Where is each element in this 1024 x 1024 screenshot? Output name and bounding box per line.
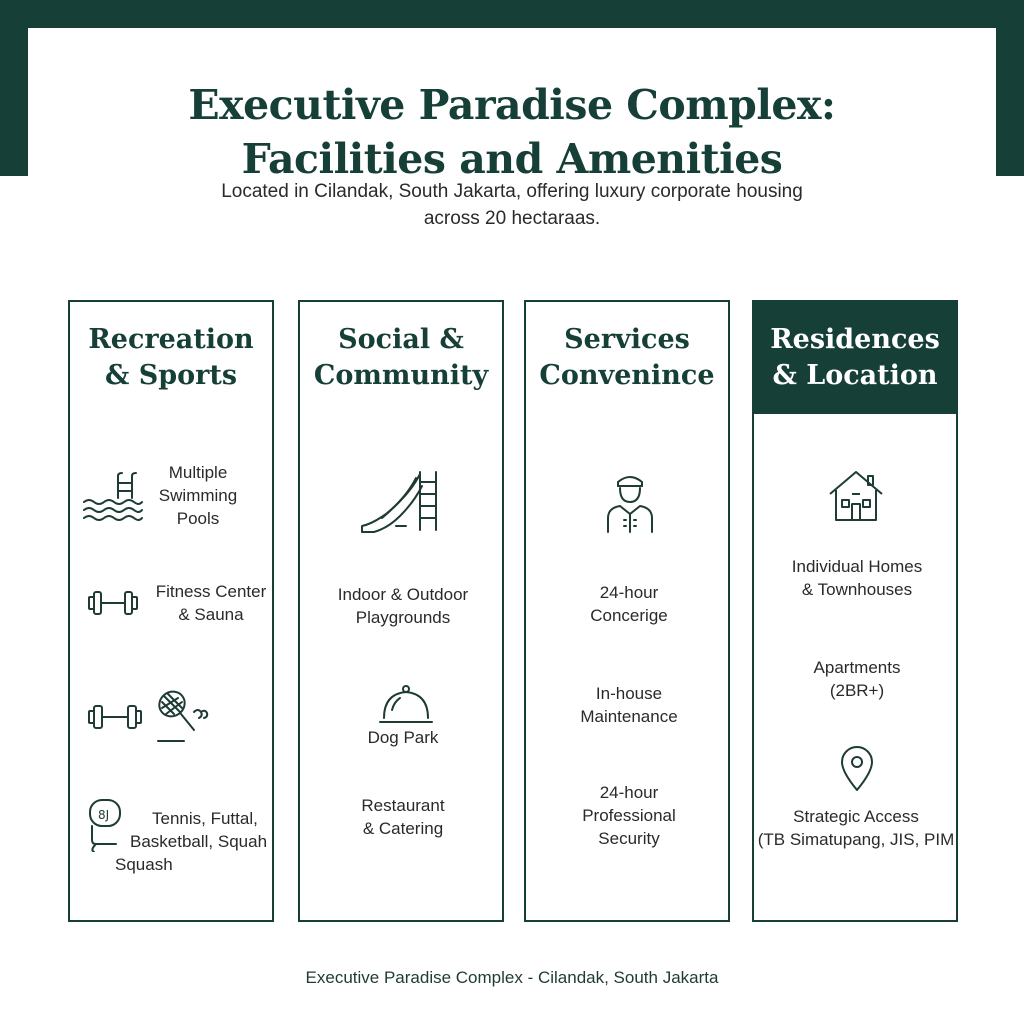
footer-text: Executive Paradise Complex - Cilandak, South Jakarta — [305, 968, 719, 987]
card-heading: Services Convenince — [539, 324, 715, 391]
concierge-icon — [606, 470, 654, 534]
page-subtitle — [162, 178, 862, 232]
list-item-swimming-pools: Multiple Swimming Pools — [158, 463, 238, 528]
list-item-restaurant: Restaurant & Catering — [361, 796, 445, 838]
card-residences-location — [752, 300, 958, 922]
cloche-icon — [378, 684, 434, 726]
list-item-dog-park: Dog Park — [367, 728, 439, 747]
title-line-2: Facilities and Amenities — [241, 135, 783, 183]
list-item-apartments: Apartments (2BR+) — [813, 658, 901, 700]
list-item-maintenance: In-house Maintenance — [580, 684, 678, 726]
list-item-sports-courts: Tennis, Futtal, Basketball, Squah Squash — [115, 809, 268, 874]
subtitle-line-2: across 20 hectaraas. — [423, 208, 601, 229]
card-heading: Recreation & Sports — [88, 324, 254, 391]
list-item-strategic-access: Strategic Access (TB Simatupang, JIS, PIM — [757, 807, 955, 849]
playground-slide-icon — [360, 468, 444, 534]
list-item-fitness-center: Fitness Center & Sauna — [155, 582, 267, 624]
dumbbell-icon — [86, 702, 144, 732]
page-title — [28, 78, 996, 186]
list-item-playgrounds: Indoor & Outdoor Playgrounds — [337, 585, 469, 627]
title-line-1: Executive Paradise Complex: — [188, 81, 836, 129]
title-box — [28, 28, 996, 190]
card-social-community — [298, 300, 504, 922]
svg-text:8J: 8J — [98, 808, 110, 822]
subtitle-line-1: Located in Cilandak, South Jakarta, offering luxury corporate housing — [221, 181, 803, 202]
list-item-concierge: 24-hour Concerige — [590, 583, 668, 625]
dumbbell-icon — [86, 588, 140, 618]
tennis-racket-icon — [154, 688, 212, 744]
location-pin-icon — [840, 744, 874, 792]
house-icon — [828, 470, 884, 522]
swimming-pool-icon — [82, 472, 144, 522]
card-heading: Residences & Location — [754, 302, 956, 414]
card-services-convenience — [524, 300, 730, 922]
list-item-security: 24-hour Professional Security — [582, 783, 676, 848]
list-item-homes: Individual Homes & Townhouses — [791, 557, 923, 599]
card-recreation-sports — [68, 300, 274, 922]
card-heading: Social & Community — [313, 324, 489, 391]
